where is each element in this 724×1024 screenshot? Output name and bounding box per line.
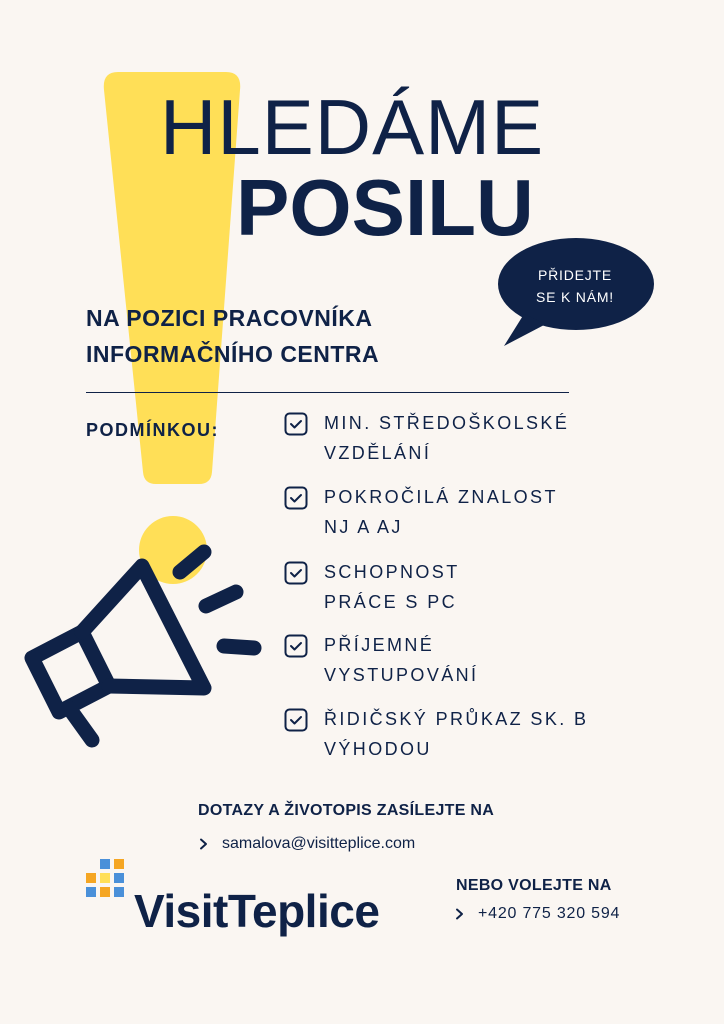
requirement-text [324, 557, 460, 617]
chevron-right-icon [198, 838, 210, 850]
requirement-text [324, 482, 558, 542]
headline-line1: HLEDÁME [160, 83, 545, 171]
requirement-item [284, 557, 664, 617]
speech-bubble-text [512, 264, 638, 308]
divider [86, 392, 569, 393]
requirement-line1: POKROČILÁ ZNALOST [324, 487, 558, 507]
email-row[interactable] [198, 835, 415, 853]
check-icon [284, 708, 308, 732]
requirement-text [324, 630, 478, 690]
bubble-line2: SE K NÁM! [536, 289, 614, 305]
requirements-label: PODMÍNKOU: [86, 420, 219, 440]
requirement-line1: SCHOPNOST [324, 562, 460, 582]
logo-grid-icon [84, 857, 128, 901]
check-icon [284, 412, 308, 436]
requirement-line2: VZDĚLÁNÍ [324, 443, 432, 463]
contact-heading: DOTAZY A ŽIVOTOPIS ZASÍLEJTE NA [198, 802, 495, 819]
requirement-line2: VÝHODOU [324, 739, 432, 759]
requirement-line1: MIN. STŘEDOŠKOLSKÉ [324, 413, 570, 433]
position-title [86, 300, 379, 372]
headline-line2: POSILU [236, 163, 534, 252]
chevron-right-icon [454, 908, 466, 920]
requirement-text [324, 408, 569, 468]
requirement-line2: VYSTUPOVÁNÍ [324, 665, 479, 685]
requirement-item [284, 482, 664, 542]
position-line1: NA POZICI PRACOVNÍKA [86, 305, 373, 331]
logo-wordmark: VisitTeplice [134, 885, 380, 937]
requirement-item [284, 408, 664, 468]
requirement-line1: PŘÍJEMNÉ [324, 635, 435, 655]
requirement-item [284, 704, 664, 764]
check-icon [284, 486, 308, 510]
requirement-line1: ŘIDIČSKÝ PRŮKAZ SK. B [324, 709, 589, 729]
email-link[interactable]: samalova@visitteplice.com [222, 835, 416, 852]
phone-row[interactable] [454, 905, 620, 923]
requirement-line2: NJ A AJ [324, 517, 403, 537]
check-icon [284, 634, 308, 658]
requirement-text [324, 704, 588, 764]
bubble-line1: PŘIDEJTE [537, 267, 613, 283]
requirement-line2: PRÁCE S PC [324, 592, 458, 612]
megaphone-icon [14, 540, 274, 750]
requirement-item [284, 630, 664, 690]
check-icon [284, 561, 308, 585]
phone-number[interactable]: +420 775 320 594 [478, 905, 621, 922]
phone-heading: NEBO VOLEJTE NA [456, 877, 612, 894]
position-line2: INFORMAČNÍHO CENTRA [86, 341, 380, 367]
